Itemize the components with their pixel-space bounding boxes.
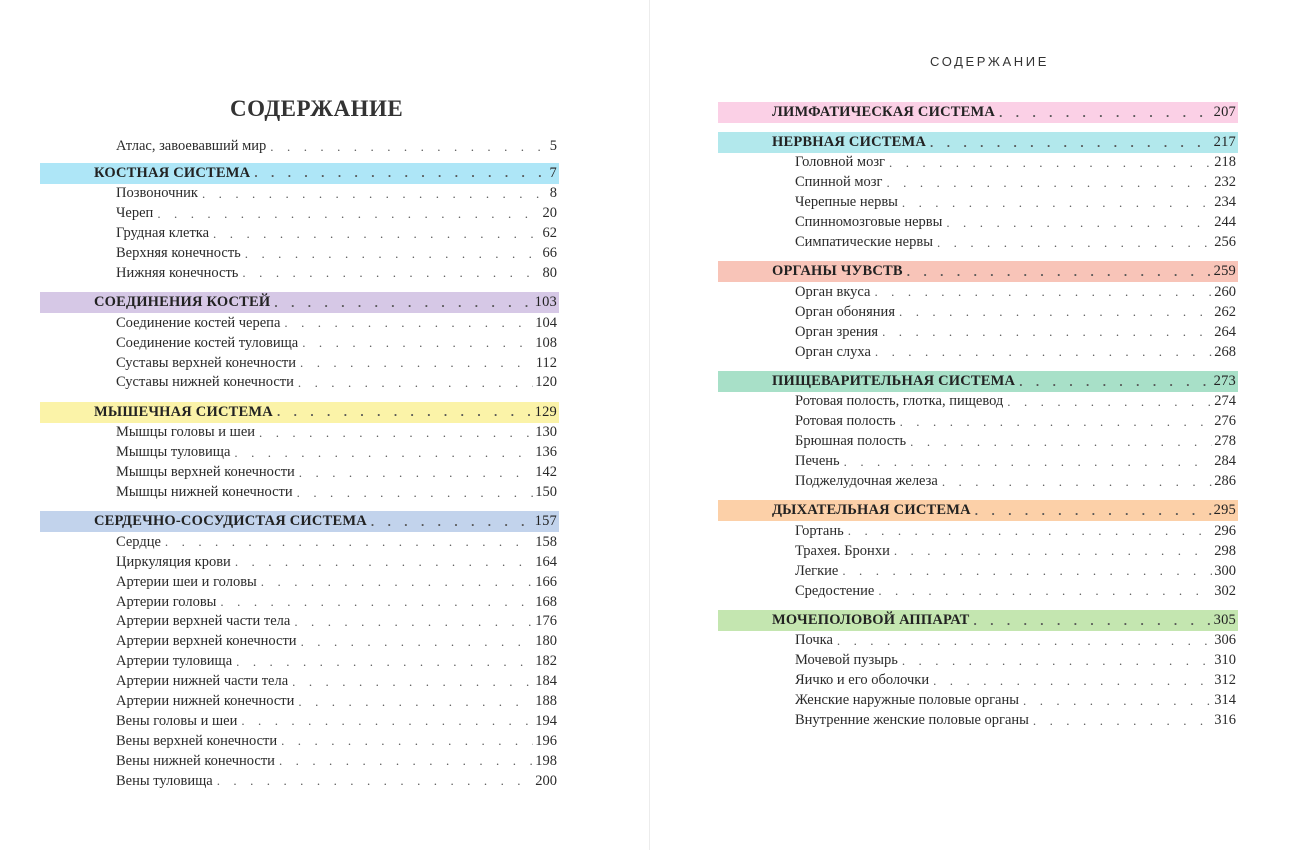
dot-leader (240, 265, 540, 281)
entry-title: Поджелудочная железа (795, 473, 938, 490)
entry-title: Грудная клетка (116, 225, 210, 242)
dot-leader (898, 414, 1213, 430)
page-number: 296 (1214, 522, 1236, 539)
section-title: СЕРДЕЧНО-СОСУДИСТАЯ СИСТЕМА (94, 513, 367, 530)
toc-section-heading[interactable] (718, 261, 1238, 282)
dot-leader (1005, 394, 1212, 410)
toc-entry[interactable] (40, 592, 559, 612)
page-number: 7 (549, 164, 557, 181)
dot-leader (369, 514, 533, 530)
page-number: 129 (534, 403, 557, 420)
right-page (650, 0, 1304, 850)
entry-title: Ротовая полость (795, 413, 896, 430)
page-number: 184 (535, 673, 557, 690)
page-number: 316 (1214, 712, 1236, 729)
toc-entry[interactable] (40, 263, 559, 283)
dot-leader (892, 543, 1212, 559)
toc-entry[interactable] (40, 204, 559, 224)
toc-entry[interactable] (718, 153, 1238, 173)
page-number: 142 (535, 464, 557, 481)
section-spacer (40, 283, 559, 292)
dot-leader (218, 594, 533, 610)
toc-entry[interactable] (40, 572, 559, 592)
toc-entry[interactable] (40, 224, 559, 244)
toc-entry[interactable] (40, 771, 559, 791)
toc-entry[interactable] (40, 612, 559, 632)
page-number: 232 (1214, 174, 1236, 191)
entry-title: Суставы верхней конечности (116, 354, 297, 371)
entry-title: Спинной мозг (795, 174, 883, 191)
section-title: МЫШЕЧНАЯ СИСТЕМА (94, 403, 273, 420)
toc-section-heading[interactable] (718, 132, 1238, 153)
entry-title: Сердце (116, 533, 161, 550)
page-number: 5 (549, 138, 557, 155)
dot-leader (931, 673, 1212, 689)
entry-title: Ротовая полость, глотка, пищевод (795, 393, 1004, 410)
page-number: 164 (535, 553, 557, 570)
page-number: 150 (535, 484, 557, 501)
dot-leader (900, 195, 1212, 211)
page-number: 112 (535, 354, 557, 371)
section-spacer (718, 601, 1238, 610)
dot-leader (252, 165, 547, 181)
entry-title: Артерии головы (116, 593, 217, 610)
entry-title: Череп (116, 205, 154, 222)
entry-title: Артерии нижней конечности (116, 693, 295, 710)
page-number: 217 (1213, 134, 1236, 150)
dot-leader (1021, 693, 1212, 709)
dot-leader (887, 155, 1212, 171)
page-number: 62 (542, 225, 557, 242)
section-title: МОЧЕПОЛОВОЙ АППАРАТ (772, 612, 970, 629)
entry-title: Брюшная полость (795, 433, 907, 450)
page-number: 188 (535, 693, 557, 710)
page-number: 305 (1213, 612, 1236, 629)
dot-leader (884, 175, 1212, 191)
entry-title: Гортань (795, 522, 844, 539)
toc-entry[interactable] (718, 233, 1238, 253)
toc-section-heading[interactable] (718, 500, 1238, 521)
page-number: 260 (1214, 283, 1236, 300)
page-number: 298 (1214, 542, 1236, 559)
entry-title: Артерии нижней части тела (116, 673, 289, 690)
page-number: 300 (1214, 562, 1236, 579)
toc-entry[interactable] (718, 322, 1238, 342)
section-spacer (718, 491, 1238, 500)
section-title: СОЕДИНЕНИЯ КОСТЕЙ (94, 294, 271, 311)
dot-leader (928, 135, 1212, 151)
toc-entry[interactable] (40, 244, 559, 264)
entry-title: Черепные нервы (795, 194, 898, 211)
section-title: ЛИМФАТИЧЕСКАЯ СИСТЕМА (772, 104, 996, 120)
toc-list-left (40, 137, 559, 791)
dot-leader (944, 215, 1212, 231)
page-number: 104 (535, 314, 557, 331)
toc-entry[interactable] (40, 652, 559, 672)
page-number: 268 (1214, 343, 1236, 360)
dot-leader (840, 563, 1212, 579)
section-title: ДЫХАТЕЛЬНАЯ СИСТЕМА (772, 502, 971, 519)
dot-leader (292, 614, 533, 630)
dot-leader (215, 773, 534, 789)
dot-leader (935, 235, 1212, 251)
dot-leader (1031, 713, 1212, 729)
toc-entry[interactable] (718, 691, 1238, 711)
dot-leader (973, 503, 1212, 519)
entry-title: Яичко и его оболочки (795, 672, 930, 689)
page-number: 295 (1213, 502, 1236, 519)
entry-title: Симпатические нервы (795, 234, 933, 250)
toc-entry[interactable] (40, 632, 559, 652)
page-number: 166 (535, 573, 557, 590)
dot-leader (272, 295, 532, 311)
toc-entry[interactable] (40, 443, 559, 463)
entry-title: Мышцы нижней конечности (116, 484, 293, 501)
entry-title: Внутренние женские половые органы (795, 712, 1029, 729)
page-number: 180 (535, 633, 557, 650)
entry-title: Мышцы головы и шеи (116, 424, 256, 441)
toc-entry[interactable] (718, 173, 1238, 193)
page-number: 120 (535, 374, 557, 391)
entry-title: Орган обоняния (795, 303, 895, 320)
entry-title: Верхняя конечность (116, 245, 241, 261)
toc-entry[interactable] (718, 561, 1238, 581)
entry-title: Мочевой пузырь (795, 652, 898, 669)
section-spacer (718, 362, 1238, 371)
page-number: 196 (535, 732, 557, 749)
toc-section-heading[interactable] (718, 371, 1238, 392)
page-number: 20 (542, 205, 557, 222)
dot-leader (1017, 374, 1211, 390)
entry-title: Женские наружные половые органы (795, 692, 1019, 709)
page-number: 168 (535, 593, 557, 610)
toc-entry[interactable] (718, 581, 1238, 601)
toc-entry[interactable] (718, 392, 1238, 412)
entry-title: Почка (795, 632, 833, 649)
entry-title: Трахея. Бронхи (795, 542, 890, 559)
entry-title: Артерии верхней конечности (116, 633, 297, 650)
toc-section-heading[interactable] (40, 163, 559, 184)
toc-entry[interactable] (718, 521, 1238, 541)
dot-leader (290, 674, 533, 690)
toc-entry[interactable] (718, 213, 1238, 233)
dot-leader (268, 139, 547, 155)
dot-leader (279, 733, 533, 749)
toc-entry[interactable] (40, 423, 559, 443)
toc-entry[interactable] (718, 432, 1238, 452)
page-number: 312 (1214, 672, 1236, 689)
section-title: КОСТНАЯ СИСТЕМА (94, 164, 251, 181)
entry-title: Артерии верхней части тела (116, 613, 291, 630)
dot-leader (277, 753, 533, 769)
toc-entry[interactable] (40, 333, 559, 353)
dot-leader (211, 226, 540, 242)
entry-title: Орган вкуса (795, 283, 871, 300)
section-spacer (718, 123, 1238, 132)
section-spacer (40, 502, 559, 511)
toc-entry[interactable] (718, 302, 1238, 322)
page-number: 218 (1214, 154, 1236, 171)
page-number: 310 (1214, 652, 1236, 669)
dot-leader (300, 335, 533, 351)
dot-leader (900, 653, 1212, 669)
entry-title: Мышцы верхней конечности (116, 464, 295, 481)
entry-title: Артерии туловища (116, 653, 233, 670)
dot-leader (835, 633, 1212, 649)
dot-leader (876, 583, 1212, 599)
toc-entry[interactable] (718, 282, 1238, 302)
page-number: 234 (1214, 194, 1236, 211)
dot-leader (940, 474, 1212, 490)
dot-leader (232, 445, 533, 461)
toc-entry[interactable] (718, 711, 1238, 731)
section-spacer (40, 393, 559, 402)
page-number: 176 (535, 613, 557, 630)
toc-section-heading[interactable] (718, 102, 1238, 123)
toc-section-heading[interactable] (40, 292, 559, 313)
entry-title: Печень (795, 453, 840, 470)
page-number: 276 (1214, 413, 1236, 430)
toc-list-right (718, 102, 1238, 730)
toc-section-heading[interactable] (40, 402, 559, 423)
dot-leader (846, 523, 1213, 539)
dot-leader (259, 574, 533, 590)
page-number: 198 (535, 752, 557, 769)
page-number: 259 (1213, 263, 1236, 280)
page-number: 306 (1214, 632, 1236, 649)
section-spacer (718, 252, 1238, 261)
entry-title: Спинномозговые нервы (795, 214, 943, 231)
dot-leader (997, 105, 1212, 121)
page-number: 244 (1214, 214, 1236, 231)
entry-title: Орган зрения (795, 323, 879, 340)
toc-intro-entry[interactable] (40, 137, 559, 157)
section-title: ОРГАНЫ ЧУВСТВ (772, 263, 903, 280)
page-number: 207 (1213, 104, 1236, 120)
page-number: 136 (535, 444, 557, 461)
toc-section-heading[interactable] (718, 610, 1238, 631)
page-number: 264 (1214, 323, 1236, 340)
entry-title: Соединение костей черепа (116, 314, 281, 331)
entry-title: Соединение костей туловища (116, 334, 299, 351)
dot-leader (243, 246, 541, 262)
dot-leader (257, 425, 533, 441)
dot-leader (897, 304, 1212, 320)
entry-title: Средостение (795, 582, 875, 599)
dot-leader (880, 324, 1212, 340)
entry-title: Нижняя конечность (116, 264, 239, 281)
toc-entry[interactable] (40, 463, 559, 483)
toc-entry[interactable] (718, 452, 1238, 472)
page-number: 103 (534, 294, 557, 311)
page-number: 273 (1213, 373, 1236, 390)
page-number: 286 (1214, 473, 1236, 490)
toc-entry[interactable] (718, 472, 1238, 492)
toc-entry[interactable] (40, 731, 559, 751)
dot-leader (296, 694, 533, 710)
dot-leader (200, 186, 548, 202)
dot-leader (296, 375, 533, 391)
page-number: 314 (1214, 692, 1236, 709)
toc-section-heading[interactable] (40, 511, 559, 532)
entry-title: Позвоночник (116, 185, 198, 202)
page-number: 108 (535, 334, 557, 351)
dot-leader (972, 613, 1212, 629)
page-title: СОДЕРЖАНИЕ (230, 96, 404, 121)
dot-leader (239, 713, 533, 729)
dot-leader (905, 264, 1212, 280)
toc-entry[interactable] (40, 483, 559, 503)
toc-entry[interactable] (40, 373, 559, 393)
dot-leader (872, 284, 1212, 300)
page-number: 157 (534, 513, 557, 530)
dot-leader (234, 654, 533, 670)
entry-title: Вены головы и шеи (116, 712, 238, 729)
section-title: ПИЩЕВАРИТЕЛЬНАЯ СИСТЕМА (772, 373, 1016, 390)
dot-leader (299, 634, 534, 650)
entry-title: Вены верхней конечности (116, 732, 278, 749)
page-number: 200 (535, 772, 557, 789)
toc-entry[interactable] (40, 313, 559, 333)
dot-leader (163, 534, 533, 550)
page-number: 274 (1214, 393, 1236, 410)
dot-leader (842, 454, 1213, 470)
page-number: 262 (1214, 303, 1236, 320)
dot-leader (298, 355, 534, 371)
dot-leader (297, 465, 533, 481)
section-title: НЕРВНАЯ СИСТЕМА (772, 134, 927, 150)
page-number: 256 (1214, 234, 1236, 250)
toc-entry[interactable] (40, 711, 559, 731)
entry-title: Орган слуха (795, 343, 871, 360)
dot-leader (873, 344, 1212, 360)
entry-title: Легкие (795, 562, 839, 579)
page-number: 80 (542, 264, 557, 281)
dot-leader (233, 554, 533, 570)
toc-entry[interactable] (718, 541, 1238, 561)
toc-entry[interactable] (40, 184, 559, 204)
running-header: СОДЕРЖАНИЕ (930, 54, 1050, 69)
dot-leader (908, 434, 1212, 450)
entry-title: Атлас, завоевавший мир (116, 138, 267, 155)
entry-title: Мышцы туловища (116, 444, 231, 461)
toc-entry[interactable] (718, 631, 1238, 651)
entry-title: Суставы нижней конечности (116, 374, 294, 391)
toc-entry[interactable] (718, 412, 1238, 432)
page-number: 284 (1214, 453, 1236, 470)
left-page (0, 0, 650, 850)
entry-title: Вены туловища (116, 772, 213, 789)
toc-entry[interactable] (40, 532, 559, 552)
dot-leader (275, 404, 533, 420)
entry-title: Головной мозг (795, 154, 885, 171)
page-number: 194 (535, 712, 557, 729)
entry-title: Вены нижней конечности (116, 752, 275, 769)
dot-leader (155, 206, 540, 222)
page-number: 158 (535, 533, 557, 550)
entry-title: Циркуляция крови (116, 553, 231, 570)
page-number: 302 (1214, 582, 1236, 599)
page-number: 66 (542, 245, 557, 261)
entry-title: Артерии шеи и головы (116, 573, 257, 590)
dot-leader (282, 315, 533, 331)
page-number: 182 (535, 653, 557, 670)
page-number: 8 (549, 185, 557, 202)
toc-entry[interactable] (40, 672, 559, 692)
dot-leader (295, 485, 534, 501)
page-number: 278 (1214, 433, 1236, 450)
toc-entry[interactable] (718, 342, 1238, 362)
toc-entry[interactable] (40, 552, 559, 572)
toc-entry[interactable] (40, 353, 559, 373)
toc-entry[interactable] (40, 692, 559, 712)
page-number: 130 (535, 424, 557, 441)
toc-entry[interactable] (718, 651, 1238, 671)
toc-entry[interactable] (40, 751, 559, 771)
toc-entry[interactable] (718, 671, 1238, 691)
toc-entry[interactable] (718, 193, 1238, 213)
